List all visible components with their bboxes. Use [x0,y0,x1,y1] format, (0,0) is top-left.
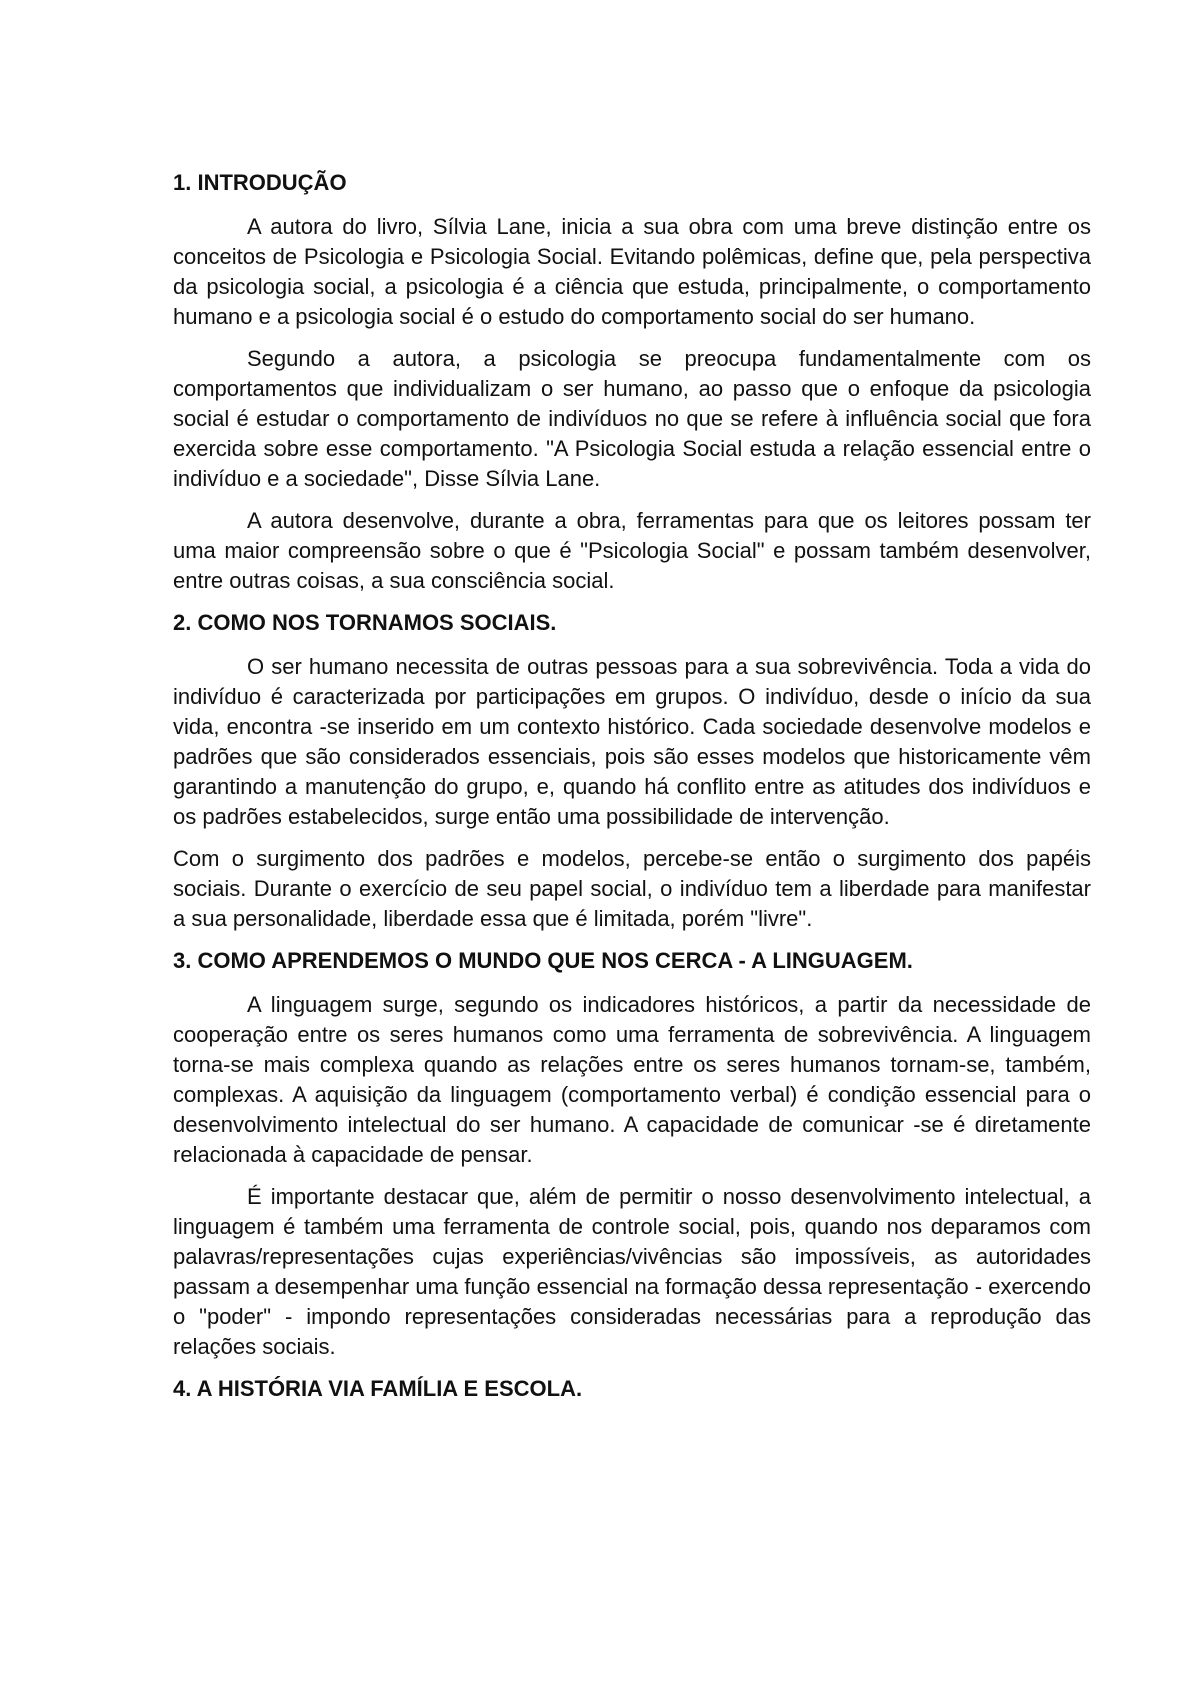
paragraph: Segundo a autora, a psicologia se preocupa fundamentalmente com os comportamentos que individualizam o ser humano, ao passo que o enfoque da psicologia social é estudar o comportamento de indivíduos no que se refere à influência social que fora exercida sobre esse comportamento. "A Psicologia Social estuda a relação essencial entre o indivíduo e a sociedade", Disse Sílvia Lane. [173,346,1091,491]
paragraph: O ser humano necessita de outras pessoas para a sua sobrevivência. Toda a vida do indivíduo é caracterizada por participações em grupos. O indivíduo, desde o início da sua vida, encontra -se inserido em um contexto histórico. Cada sociedade desenvolve modelos e padrões que são considerados essenciais, pois são esses modelos que historicamente vêm garantindo a manutenção do grupo, e, quando há conflito entre as atitudes dos indivíduos e os padrões estabelecidos, surge então uma possibilidade de intervenção. [173,654,1091,829]
section-heading-historia-familia-escola: 4. A HISTÓRIA VIA FAMÍLIA E ESCOLA. [173,1376,583,1401]
paragraph: A linguagem surge, segundo os indicadores históricos, a partir da necessidade de cooperação entre os seres humanos como uma ferramenta de sobrevivência. A linguagem torna-se mais complexa quando as relações entre os seres humanos tornam-se, também, complexas. A aquisição da linguagem (comportamento verbal) é condição essencial para o desenvolvimento intelectual do ser humano. A capacidade de comunicar -se é diretamente relacionada à capacidade de pensar. [173,992,1091,1167]
paragraph: A autora do livro, Sílvia Lane, inicia a sua obra com uma breve distinção entre os conceitos de Psicologia e Psicologia Social. Evitando polêmicas, define que, pela perspectiva da psicologia social, a psicologia é a ciência que estuda, principalmente, o comportamento humano e a psicologia social é o estudo do comportamento social do ser humano. [173,214,1091,329]
paragraph: A autora desenvolve, durante a obra, ferramentas para que os leitores possam ter uma maior compreensão sobre o que é "Psicologia Social" e possam também desenvolver, entre outras coisas, a sua consciência social. [173,508,1091,593]
paragraph: Com o surgimento dos padrões e modelos, percebe-se então o surgimento dos papéis sociais. Durante o exercício de seu papel social, o indivíduo tem a liberdade para manifestar a sua personalidade, liberdade essa que é limitada, porém "livre". [173,846,1091,931]
section-heading-introducao: 1. INTRODUÇÃO [173,170,347,195]
paragraph: É importante destacar que, além de permitir o nosso desenvolvimento intelectual, a linguagem é também uma ferramenta de controle social, pois, quando nos deparamos com palavras/representações cujas experiências/vivências são impossíveis, as autoridades passam a desempenhar uma função essencial na formação dessa representação - exercendo o "poder" - impondo representações consideradas necessárias para a reprodução das relações sociais. [173,1184,1091,1359]
document-page [173,168,1091,1418]
section-heading-linguagem: 3. COMO APRENDEMOS O MUNDO QUE NOS CERCA - A LINGUAGEM. [173,948,913,973]
section-heading-como-nos-tornamos-sociais: 2. COMO NOS TORNAMOS SOCIAIS. [173,610,557,635]
